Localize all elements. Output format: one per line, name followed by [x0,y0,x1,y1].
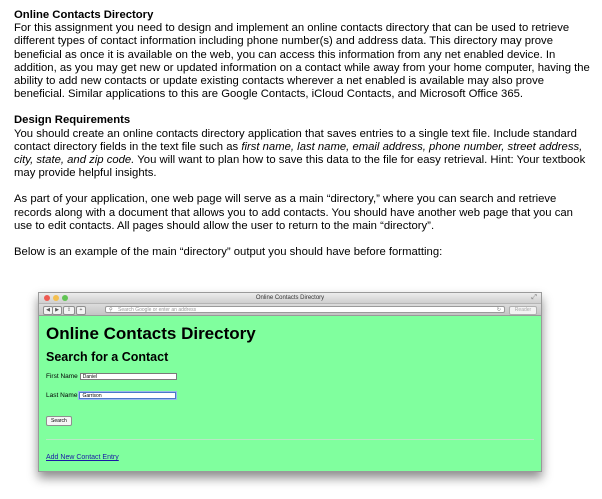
back-icon[interactable]: ◀ [43,306,53,315]
address-placeholder: Search Google or enter an address [118,307,197,313]
last-name-row [46,390,534,401]
share-icon[interactable]: ⇪ [63,306,75,315]
search-icon: ⚲ [109,307,113,313]
reader-button[interactable]: Reader [509,306,537,315]
browser-screenshot [38,292,542,472]
directory-page [39,316,541,464]
address-bar[interactable] [105,306,505,313]
fullscreen-icon[interactable]: ⤢ [531,294,537,301]
reload-icon[interactable]: ↻ [496,307,501,313]
search-button[interactable]: Search [46,416,72,426]
search-heading: Search for a Contact [46,350,169,364]
add-bookmark-icon[interactable]: + [76,306,86,315]
intro-paragraph: For this assignment you need to design and implement an online contacts directory that can be used to retrieve different types of contact information including phone number(s) and address data. This directory may prove beneficial as once it is available on the web, you can access this information from any net enabled device. In addition, as you may get new or updated information on a contact while away from your home computer, having the ability to add new contacts or update existing contacts wherever a net enabled is available may also prove beneficial. Similar applications to this are Google Contacts, iCloud Contacts, and Microsoft Office 365. [14,22,590,101]
example-paragraph: Below is an example of the main “directory” output you should have before formatting: [14,246,443,259]
add-contact-link[interactable]: Add New Contact Entry [46,454,119,461]
first-name-row [46,371,534,382]
zoom-icon[interactable] [62,295,68,301]
window-controls [44,295,68,301]
window-title: Online Contacts Directory [255,295,325,301]
document-title: Online Contacts Directory [14,9,154,21]
divider [46,439,534,440]
minimize-icon[interactable] [53,295,59,301]
design-fields: first name, last name, email address, phone number, street address, city, state, and zip code. [14,140,583,167]
first-name-label: First Name [46,373,78,380]
browser-toolbar [39,304,541,316]
first-name-field[interactable]: Daniel [80,373,177,380]
page-heading: Online Contacts Directory [46,324,256,343]
forward-icon[interactable]: ▶ [52,306,62,315]
close-icon[interactable] [44,295,50,301]
assignment-document [14,9,594,272]
design-paragraph: You should create an online contacts directory application that saves entries to a single text file. Include standard contact directory fields in the text file such as first name, last name, email address, phone number, street address, city, state, and zip code. You will want to plan how to save this data to the file for easy retrieval. Hint: Your textbook may provide helpful insights. [14,127,586,180]
last-name-label: Last Name [46,392,78,399]
design-heading: Design Requirements [14,114,131,127]
browser-titlebar [39,293,541,304]
directory-paragraph: As part of your application, one web page will serve as a main “directory,” where you can search and retrieve records along with a document that allows you to add contacts. You should have another web page that you can use to edit contacts. All pages should allow the user to return to the main “directory”. [14,193,573,232]
last-name-field[interactable]: Garrison [79,392,176,399]
